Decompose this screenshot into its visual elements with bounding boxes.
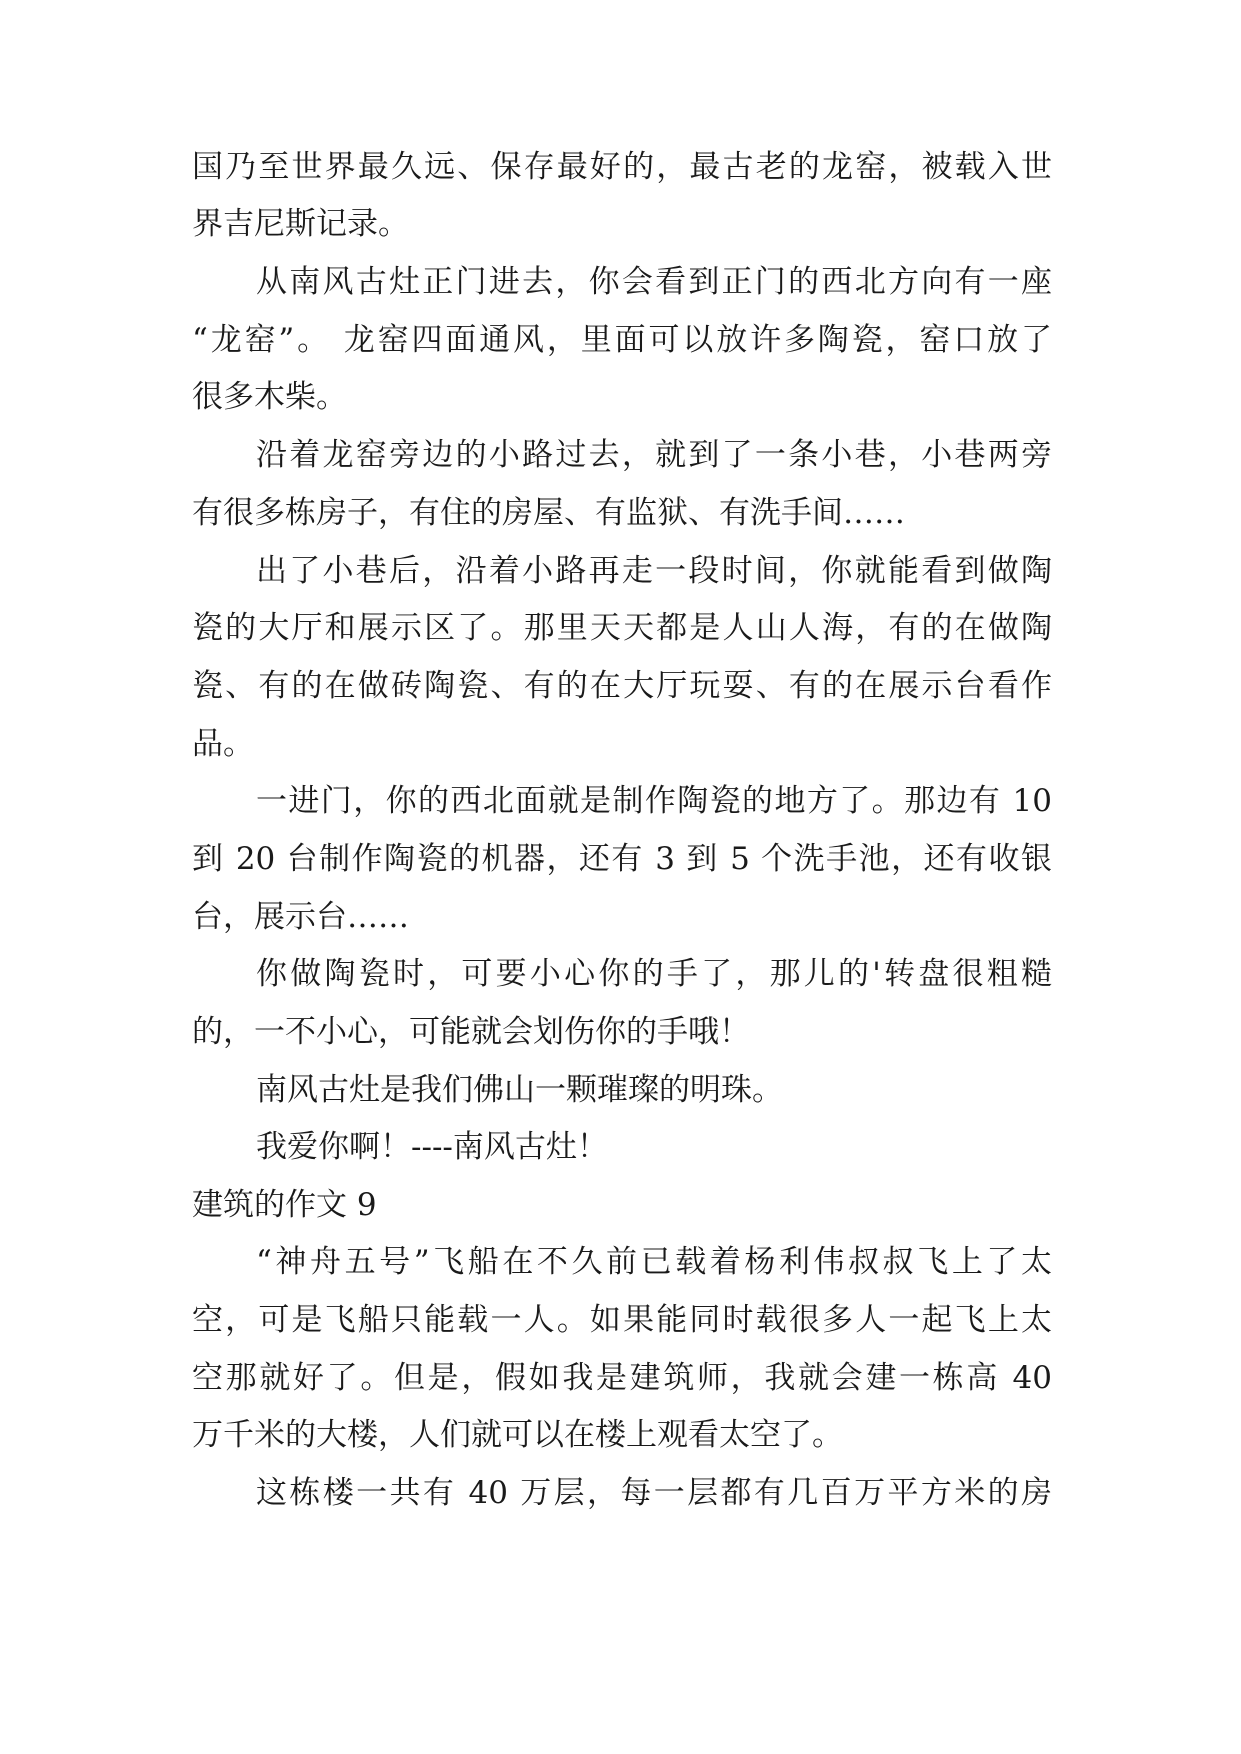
text-line: 空，可是飞船只能载一人。如果能同时载很多人一起飞上太	[192, 1302, 1052, 1338]
text-line: 到 20 台制作陶瓷的机器，还有 3 到 5 个洗手池，还有收银	[192, 841, 1052, 877]
text-line: 品。	[192, 726, 254, 762]
paragraph-first-line: “神舟五号”飞船在不久前已载着杨利伟叔叔飞上了太	[256, 1244, 1052, 1280]
paragraph-first-line: 一进门，你的西北面就是制作陶瓷的地方了。那边有 10	[256, 783, 1052, 819]
text-line: 瓷的大厅和展示区了。那里天天都是人山人海，有的在做陶	[192, 610, 1052, 646]
text-line: 有很多栋房子，有住的房屋、有监狱、有洗手间……	[192, 495, 905, 531]
text-line: 界吉尼斯记录。	[192, 206, 409, 242]
text-line: “龙窑”。 龙窑四面通风，里面可以放许多陶瓷，窑口放了	[192, 322, 1052, 358]
paragraph-first-line: 沿着龙窑旁边的小路过去，就到了一条小巷，小巷两旁	[256, 437, 1052, 473]
text-line: 万千米的大楼，人们就可以在楼上观看太空了。	[192, 1417, 843, 1453]
text-line: 台，展示台……	[192, 899, 409, 935]
paragraph-first-line: 从南风古灶正门进去，你会看到正门的西北方向有一座	[256, 264, 1052, 300]
text-line: 的，一不小心，可能就会划伤你的手哦！	[192, 1014, 750, 1050]
paragraph-first-line: 我爱你啊！----南风古灶！	[256, 1129, 608, 1165]
text-line: 瓷、有的在做砖陶瓷、有的在大厅玩耍、有的在展示台看作	[192, 668, 1052, 704]
paragraph-first-line: 你做陶瓷时，可要小心你的手了，那儿的'转盘很粗糙	[256, 956, 1052, 992]
paragraph-first-line: 出了小巷后，沿着小路再走一段时间，你就能看到做陶	[256, 553, 1052, 589]
text-line: 很多木柴。	[192, 379, 347, 415]
paragraph-first-line: 这栋楼一共有 40 万层，每一层都有几百万平方米的房	[256, 1475, 1052, 1511]
paragraph-first-line: 南风古灶是我们佛山一颗璀璨的明珠。	[256, 1072, 783, 1108]
section-heading: 建筑的作文 9	[192, 1187, 377, 1223]
text-line: 空那就好了。但是，假如我是建筑师，我就会建一栋高 40	[192, 1360, 1052, 1396]
text-line: 国乃至世界最久远、保存最好的，最古老的龙窑，被载入世	[192, 149, 1052, 185]
